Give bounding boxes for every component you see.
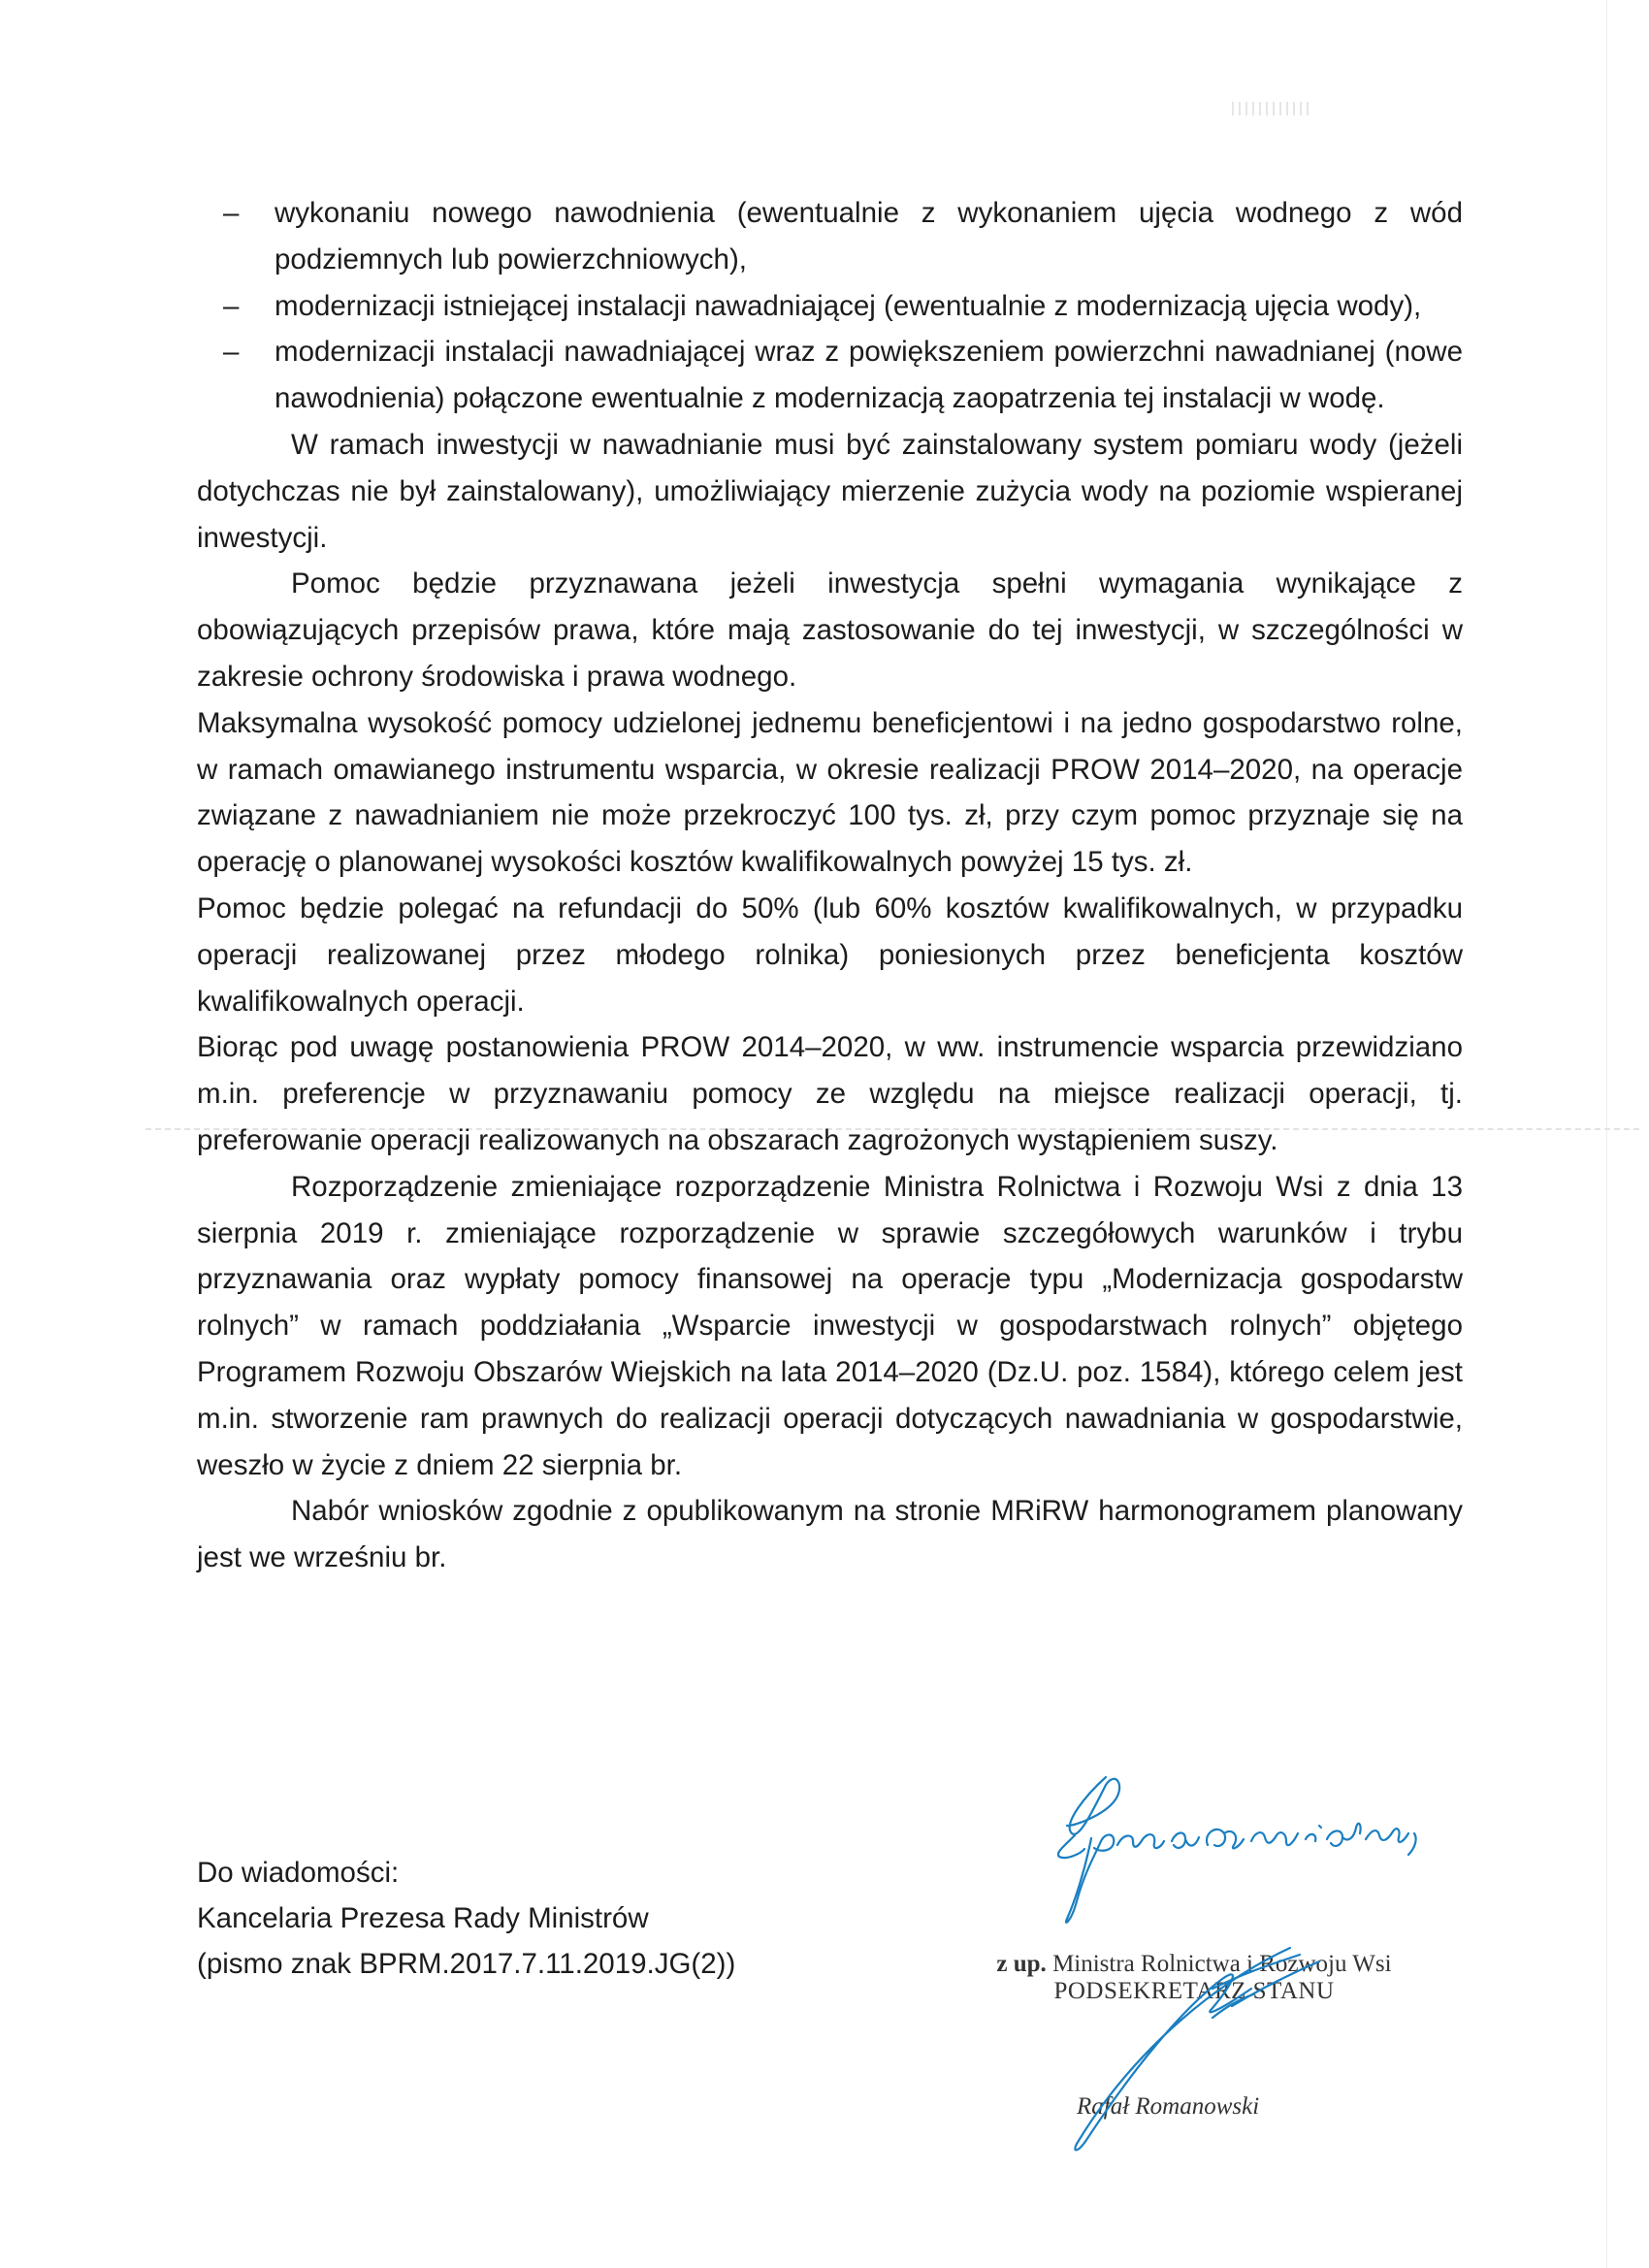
signatory-name: Rafał Romanowski: [1077, 2093, 1260, 2120]
letter-body: [197, 190, 1463, 1581]
signature-prefix: z up.: [996, 1951, 1047, 1977]
signature-ministry: Ministra Rolnictwa i Rozwoju Wsi: [1052, 1951, 1392, 1977]
cc-reference: (pismo znak BPRM.2017.7.11.2019.JG(2)): [197, 1948, 736, 1980]
paragraph-application-schedule: Nabór wniosków zgodnie z opublikowanym na stronie MRiRW harmonogramem planowany jest we wrześniu br.: [197, 1495, 1463, 1574]
bullet-item: [197, 190, 1463, 283]
bullet-text: modernizacji instalacji nawadniającej wraz z powiększeniem powierzchni nawadnianej (nowe nawodnienia) połączone ewentualnie z modernizacją zaopatrzenia tej instalacji w wodę.: [275, 336, 1463, 415]
cc-recipient: Kancelaria Prezesa Rady Ministrów: [197, 1902, 649, 1934]
paragraph-maximum-aid: Maksymalna wysokość pomocy udzielonej jednemu beneficjentowi i na jedno gospodarstwo rolne, w ramach omawianego instrumentu wsparcia, w okresie realizacji PROW 2014–2020, na operacje związane z nawadnianiem nie może przekroczyć 100 tys. zł, przy czym pomoc przyznaje się na operację o planowanej wysokości kosztów kwalifikowalnych powyżej 15 tys. zł.: [197, 706, 1463, 879]
bullet-text: wykonaniu nowego nawodnienia (ewentualnie z wykonaniem ujęcia wodnego z wód podziemnych lub powierzchniowych),: [275, 197, 1463, 275]
paragraph-legal-requirements: Pomoc będzie przyznawana jeżeli inwestycja spełni wymagania wynikające z obowiązujących przepisów prawa, które mają zastosowanie do tej inwestycji, w szczególności w zakresie ochrony środowiska i prawa wodnego.: [197, 567, 1463, 693]
dash-bullet-icon: –: [223, 197, 240, 229]
paragraph-refund-rate: Pomoc będzie polegać na refundacji do 50% (lub 60% kosztów kwalifikowalnych, w przypadku operacji realizowanej przez młodego rolnika) poniesionych przez beneficjenta kosztów kwalifikowalnych operacji.: [197, 891, 1463, 1018]
scan-artifact: [1232, 102, 1310, 115]
cc-heading: Do wiadomości:: [197, 1857, 400, 1889]
handwritten-signature-icon: [970, 1756, 1474, 2163]
signature-title: PODSEKRETARZ STANU: [1053, 1978, 1335, 2004]
paragraph-water-metering: W ramach inwestycji w nawadnianie musi być zainstalowany system pomiaru wody (jeżeli dotychczas nie był zainstalowany), umożliwiający mierzenie zużycia wody na poziomie wspieranej inwestycji.: [197, 428, 1463, 554]
dash-bullet-icon: –: [223, 336, 240, 369]
bullet-text: modernizacji istniejącej instalacji nawadniającej (ewentualnie z modernizacją ujęcia wody),: [275, 289, 1422, 322]
cc-block: [197, 1850, 735, 1987]
paragraph-regulation: Rozporządzenie zmieniające rozporządzenie Ministra Rolnictwa i Rozwoju Wsi z dnia 13 sierpnia 2019 r. zmieniające rozporządzenie w sprawie szczegółowych warunków i trybu przyznawania oraz wypłaty pomocy finansowej na operacje typu „Modernizacja gospodarstw rolnych” w ramach poddziałania „Wsparcie inwestycji w gospodarstwach rolnych” objętego Programem Rozwoju Obszarów Wiejskich na lata 2014–2020 (Dz.U. poz. 1584), którego celem jest m.in. stworzenie ram prawnych do realizacji operacji dotyczących nawadniania w gospodarstwie, weszło w życie z dniem 22 sierpnia br.: [197, 1170, 1463, 1481]
bullet-item: [197, 283, 1463, 330]
page-edge: [1606, 0, 1607, 2268]
dash-bullet-icon: –: [223, 289, 240, 322]
bullet-item: [197, 329, 1463, 422]
paragraph-drought-preference: Biorąc pod uwagę postanowienia PROW 2014–2020, w ww. instrumencie wsparcia przewidziano m.in. preferencje w przyznawaniu pomocy ze względu na miejsce realizacji operacji, tj. preferowanie operacji realizowanych na obszarach zagrożonych wystąpieniem suszy.: [197, 1031, 1463, 1156]
